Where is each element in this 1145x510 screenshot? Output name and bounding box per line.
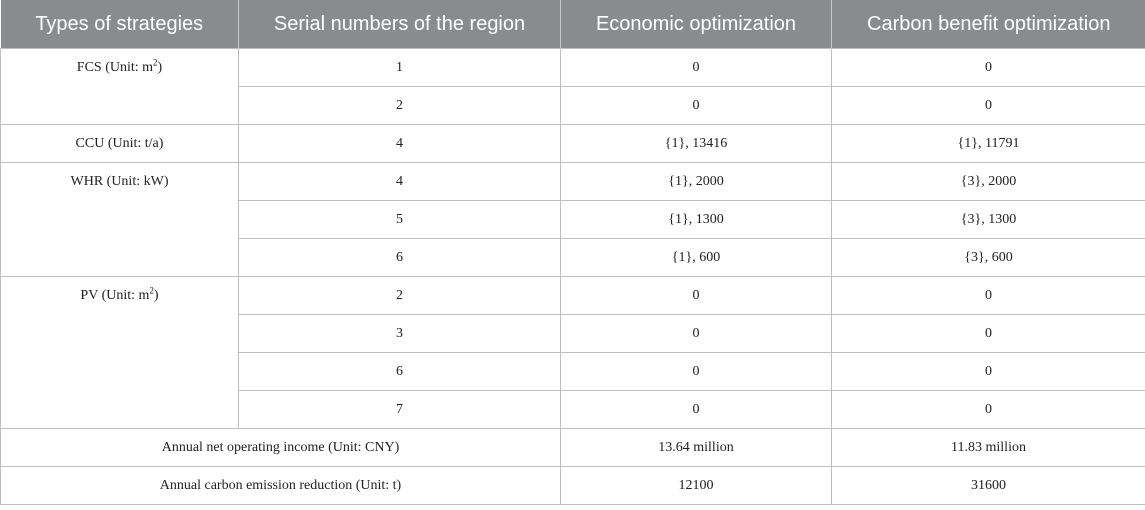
carbon-cell: {1}, 11791 (832, 125, 1145, 163)
carbon-cell: {3}, 2000 (832, 163, 1145, 201)
strategy-label-end: ) (153, 288, 159, 303)
strategy-cell-ccu: CCU (Unit: t/a) (1, 125, 239, 163)
carbon-cell: 0 (832, 277, 1145, 315)
unit-superscript: 2 (153, 57, 158, 68)
strategy-cell-pv (1, 277, 239, 429)
carbon-cell: {3}, 1300 (832, 201, 1145, 239)
economic-cell: 13.64 million (561, 429, 832, 467)
strategy-cell-whr: WHR (Unit: kW) (1, 163, 239, 277)
region-cell: 7 (239, 391, 561, 429)
economic-cell: 0 (561, 87, 832, 125)
region-cell: 5 (239, 201, 561, 239)
header-carbon-benefit-optimization: Carbon benefit optimization (832, 0, 1145, 49)
economic-cell: 12100 (561, 467, 832, 505)
region-cell: 1 (239, 49, 561, 87)
economic-cell: 0 (561, 49, 832, 87)
header-row (1, 0, 1145, 49)
table-row (1, 49, 1145, 87)
economic-cell: 0 (561, 353, 832, 391)
header-region-serial-numbers: Serial numbers of the region (239, 0, 561, 49)
economic-cell: {1}, 1300 (561, 201, 832, 239)
table-row (1, 163, 1145, 201)
unit-superscript: 2 (149, 285, 154, 296)
region-cell: 2 (239, 277, 561, 315)
region-cell: 4 (239, 125, 561, 163)
carbon-cell: 0 (832, 87, 1145, 125)
table-row (1, 125, 1145, 163)
strategy-label-end: ) (157, 60, 163, 75)
region-cell: 3 (239, 315, 561, 353)
economic-cell: 0 (561, 315, 832, 353)
summary-row-reduction (1, 467, 1145, 505)
economic-cell: {1}, 600 (561, 239, 832, 277)
strategy-label: FCS (Unit: m (76, 60, 154, 75)
carbon-cell: {3}, 600 (832, 239, 1145, 277)
economic-cell: 0 (561, 277, 832, 315)
region-cell: 6 (239, 239, 561, 277)
region-cell: 6 (239, 353, 561, 391)
carbon-cell: 0 (832, 353, 1145, 391)
carbon-cell: 0 (832, 315, 1145, 353)
carbon-cell: 0 (832, 391, 1145, 429)
summary-label: Annual net operating income (Unit: CNY) (1, 429, 561, 467)
carbon-cell: 31600 (832, 467, 1145, 505)
economic-cell: {1}, 2000 (561, 163, 832, 201)
table-row (1, 277, 1145, 315)
strategy-cell-fcs (1, 49, 239, 125)
header-economic-optimization: Economic optimization (561, 0, 832, 49)
carbon-cell: 0 (832, 49, 1145, 87)
economic-cell: {1}, 13416 (561, 125, 832, 163)
strategy-label: PV (Unit: m (80, 288, 150, 303)
summary-row-income (1, 429, 1145, 467)
header-types-of-strategies: Types of strategies (1, 0, 239, 49)
summary-label: Annual carbon emission reduction (Unit: t) (1, 467, 561, 505)
region-cell: 2 (239, 87, 561, 125)
carbon-cell: 11.83 million (832, 429, 1145, 467)
region-cell: 4 (239, 163, 561, 201)
economic-cell: 0 (561, 391, 832, 429)
